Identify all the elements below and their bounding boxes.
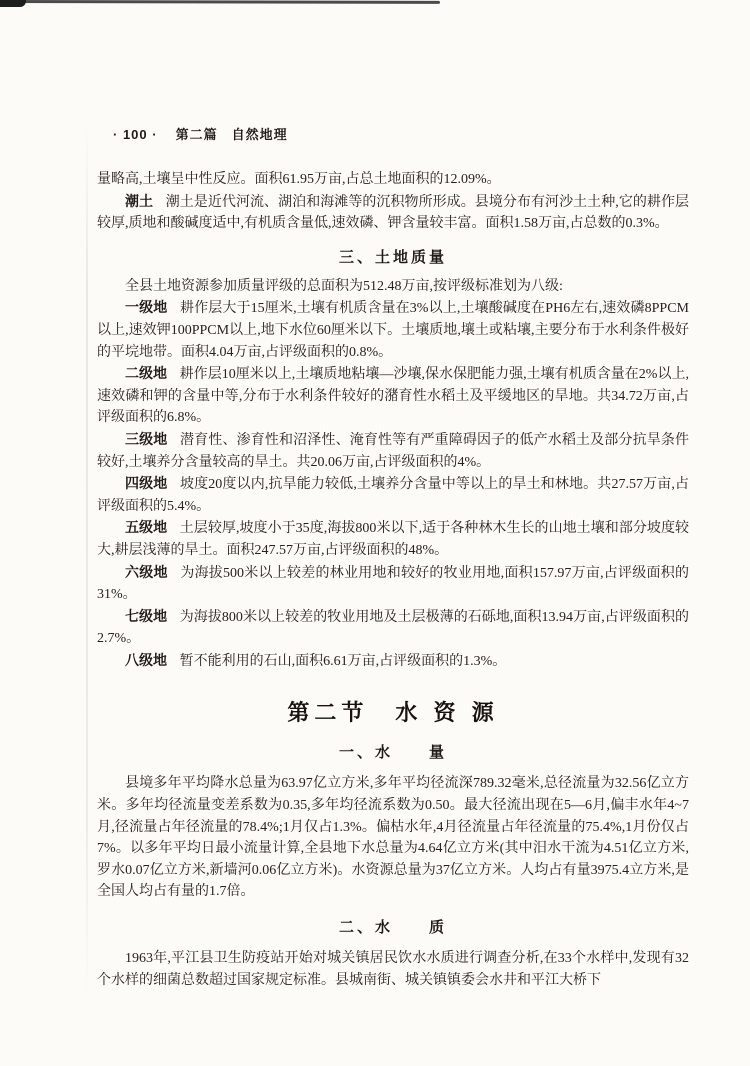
- paragraph-water-quantity: [97, 773, 689, 903]
- paragraph-grade-7: [97, 606, 689, 650]
- paragraph-text: 全县土地资源参加质量评级的总面积为512.48万亩,按评级标准划为八级:: [125, 278, 563, 294]
- paragraph-text: 为海拔500米以上较差的林业用地和较好的牧业用地,面积157.97万亩,占评级面积的31%。: [97, 565, 690, 603]
- paragraph-grade-3: [97, 429, 689, 473]
- page-content: [97, 124, 689, 991]
- paragraph-text: 为海拔800米以上较差的牧业用地及土层极薄的石砾地,面积13.94万亩,占评级面积的2.7%。: [97, 609, 690, 647]
- paragraph-land-intro: [97, 276, 689, 298]
- paragraph-text: 潜育性、渗育性和沼泽性、淹育性等有严重障碍因子的低产水稻土及部分抗旱条件较好,土壤养分含量较高的旱土。共20.06万亩,占评级面积的4%。: [97, 432, 690, 470]
- term-grade-7: 七级地: [125, 607, 168, 624]
- term-grade-1: 一级地: [125, 299, 168, 316]
- paragraph-grade-4: [97, 473, 689, 517]
- paragraph-grade-2: [97, 363, 689, 429]
- scan-artifact-left-crease: [86, 120, 88, 1000]
- heading-water-quality: 二、水 质: [338, 919, 447, 937]
- running-section-title: 第二篇 自然地理: [175, 127, 288, 142]
- paragraph-text: 1963年,平江县卫生防疫站开始对城关镇居民饮水水质进行调查分析,在33个水样中,发现有32个水样的细菌总数超过国家规定标准。县城南街、城关镇镇委会水井和平江大桥下: [97, 951, 689, 988]
- paragraph-water-quality: [97, 948, 689, 991]
- heading-section-water-resources: 第二节 水 资 源: [287, 700, 499, 726]
- term-grade-4: 四级地: [125, 475, 168, 492]
- paragraph-grade-6: [97, 562, 689, 606]
- scan-artifact-corner: [0, 0, 26, 7]
- paragraph-text: 暂不能利用的石山,面积6.61万亩,占评级面积的1.3%。: [179, 653, 507, 669]
- paragraph-text: 县境多年平均降水总量为63.97亿立方米,多年平均径流深789.32毫米,总径流量为32.56亿立方米。多年均径流量变差系数为0.35,多年均径流系数为0.50。最大径流出现在5—6月,偏丰水年4~7月,径流量占年径流量的78.4%;1月仅占1.3%。偏枯水年,4月径流量占年径流量的75.4%,1月份仅占7%。以多年平均日最小流量计算,全县地下水总量为4.64亿立方米(其中汨水干流为4.51亿立方米,罗水0.07亿立方米,新墙河0.06亿立方米)。水资源总量为37亿立方米。人均占有量3975.4立方米,是全国人均占有量的1.7倍。: [97, 776, 689, 900]
- page-number: · 100 ·: [113, 127, 158, 142]
- scan-artifact-top-edge: [0, 0, 440, 4]
- heading-land-quality: 三、土地质量: [338, 248, 447, 266]
- paragraph-grade-8: [97, 650, 689, 673]
- term-grade-3: 三级地: [125, 430, 168, 447]
- term-grade-5: 五级地: [125, 519, 168, 536]
- heading-water-quantity: 一、水 量: [338, 744, 447, 762]
- term-chaotu: 潮土: [125, 192, 154, 209]
- page-header: [113, 124, 689, 143]
- paragraph-text: 耕作层大于15厘米,土壤有机质含量在3%以上,土壤酸碱度在PH6左右,速效磷8PPCM以上,速效钾100PPCM以上,地下水位60厘米以下。土壤质地,壤土或粘壤,主要分布于水利条件极好的平垸地带。面积4.04万亩,占评级面积的0.8%。: [97, 301, 689, 360]
- term-grade-2: 二级地: [125, 365, 168, 382]
- paragraph-text: 潮土是近代河流、湖泊和海滩等的沉积物所形成。县境分布有河沙土土种,它的耕作层较厚,质地和酸碱度适中,有机质含量低,速效磷、钾含量较丰富。面积1.58万亩,占总数的0.3%。: [97, 194, 690, 232]
- paragraph-grade-1: [97, 297, 689, 363]
- paragraph-text: 耕作层10厘米以上,土壤质地粘壤—沙壤,保水保肥能力强,土壤有机质含量在2%以上,速效磷和钾的含量中等,分布于水利条件较好的潴育性水稻土及平缓地区的旱地。共34.72万亩,占评级面积的6.8%。: [97, 367, 689, 426]
- paragraph-text: 量略高,土壤呈中性反应。面积61.95万亩,占总土地面积的12.09%。: [97, 172, 501, 187]
- term-grade-6: 六级地: [125, 563, 168, 580]
- paragraph-text: 土层较厚,坡度小于35度,海拔800米以下,适于各种林木生长的山地土壤和部分坡度较大,耕层浅薄的旱土。面积247.57万亩,占评级面积的48%。: [97, 521, 690, 558]
- paragraph-chaotu: [97, 191, 689, 235]
- term-grade-8: 八级地: [125, 651, 167, 668]
- paragraph-text: 坡度20度以内,抗旱能力较低,土壤养分含量中等以上的旱土和林地。共27.57万亩,占评级面积的5.4%。: [97, 477, 690, 514]
- paragraph-continued: [97, 169, 689, 191]
- paragraph-grade-5: [97, 517, 689, 561]
